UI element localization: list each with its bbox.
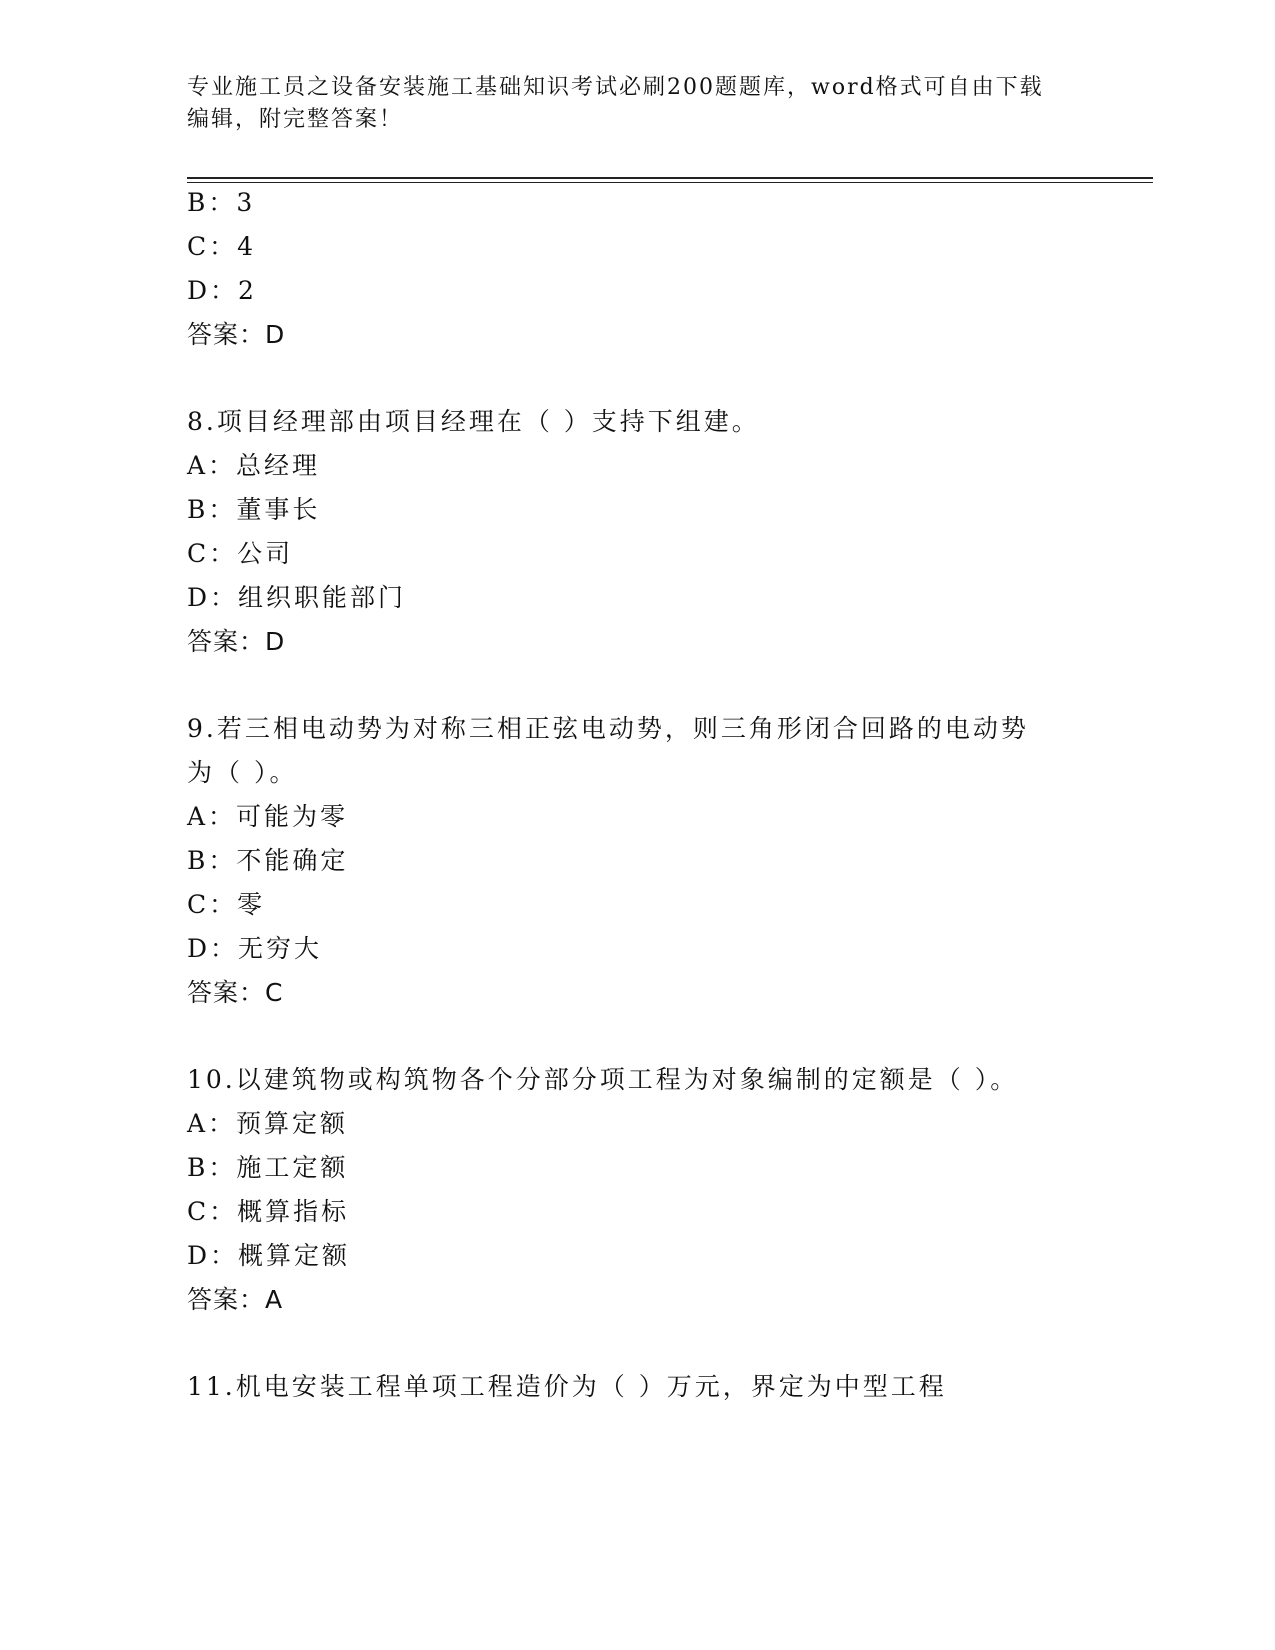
q10-option-a: A：预算定额: [187, 1109, 349, 1138]
q8-option-b: B：董事长: [187, 495, 321, 524]
q10-answer: 答案：A: [187, 1285, 284, 1314]
q9-option-b: B：不能确定: [187, 846, 349, 875]
q10-option-d: D：概算定额: [187, 1241, 351, 1270]
q9-option-d: D：无穷大: [187, 934, 323, 963]
q8-answer: 答案：D: [187, 627, 286, 656]
q9-question-line-2: 为（ ）。: [187, 758, 298, 787]
page-header: [187, 72, 1087, 136]
header-divider-thick: [187, 177, 1153, 179]
q7-option-d: D：2: [187, 276, 257, 305]
q11-question: 11.机电安装工程单项工程造价为（ ）万元，界定为中型工程: [187, 1372, 947, 1401]
q8-option-a: A：总经理: [187, 451, 321, 480]
q9-option-a: A：可能为零: [187, 802, 349, 831]
header-line-1: 专业施工员之设备安装施工基础知识考试必刷200题题库，word格式可自由下载: [187, 75, 1044, 100]
header-divider-thin: [187, 182, 1153, 183]
q10-option-b: B：施工定额: [187, 1153, 349, 1182]
q8-option-c: C：公司: [187, 539, 294, 568]
q10-question: 10.以建筑物或构筑物各个分部分项工程为对象编制的定额是（ ）。: [187, 1065, 1019, 1094]
q7-answer: 答案：D: [187, 320, 286, 349]
q8-option-d: D：组织职能部门: [187, 583, 407, 612]
q7-option-b: B：3: [187, 188, 256, 217]
q9-option-c: C：零: [187, 890, 266, 919]
q9-question-line-1: 9.若三相电动势为对称三相正弦电动势，则三角形闭合回路的电动势: [187, 714, 1029, 743]
q7-option-c: C：4: [187, 232, 257, 261]
q10-option-c: C：概算指标: [187, 1197, 350, 1226]
q9-answer: 答案：C: [187, 978, 284, 1007]
header-line-2: 编辑，附完整答案！: [187, 107, 404, 132]
q8-question: 8.项目经理部由项目经理在（ ）支持下组建。: [187, 407, 760, 436]
